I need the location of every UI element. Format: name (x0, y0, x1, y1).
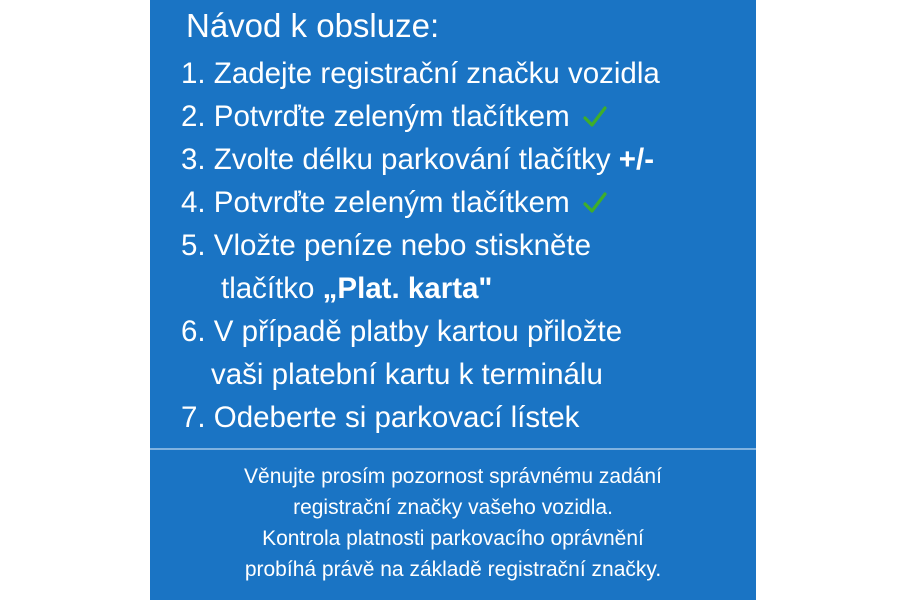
step-7 (181, 396, 751, 439)
check-icon (582, 190, 608, 216)
instruction-panel (150, 0, 756, 600)
note-line-1: Věnujte prosím pozornost správnému zadání (244, 465, 662, 488)
step-3 (181, 138, 751, 181)
step-4 (181, 181, 751, 224)
check-icon (582, 104, 608, 130)
plus-minus-label: +/- (618, 143, 655, 176)
note-line-4: probíhá právě na základě registrační značky. (244, 558, 662, 581)
step-6-line-2: vaši platební kartu k terminálu (211, 358, 603, 391)
step-5-line-2 (181, 267, 751, 310)
section-divider (150, 448, 756, 450)
note-line-3: Kontrola platnosti parkovacího oprávnění (262, 527, 644, 550)
step-5-line-1: 5. Vložte peníze nebo stiskněte (181, 229, 591, 262)
step-1-text: 1. Zadejte registrační značku vozidla (181, 57, 660, 90)
step-4-text: 4. Potvrďte zeleným tlačítkem (181, 186, 570, 219)
step-7-text: 7. Odeberte si parkovací lístek (181, 401, 580, 434)
step-6 (181, 310, 751, 396)
step-3-text: 3. Zvolte délku parkování tlačítky (181, 143, 611, 176)
step-5 (181, 224, 751, 310)
steps-list (181, 52, 751, 439)
step-2-text: 2. Potvrďte zeleným tlačítkem (181, 100, 570, 133)
plat-karta-label: „Plat. karta" (322, 272, 493, 305)
panel-title: Návod k obsluze: (186, 7, 440, 44)
attention-note (150, 461, 756, 585)
step-5-line-2-prefix: tlačítko (221, 272, 323, 305)
step-1 (181, 52, 751, 95)
step-2 (181, 95, 751, 138)
note-line-2: registrační značky vašeho vozidla. (293, 496, 613, 519)
step-6-line-1: 6. V případě platby kartou přiložte (181, 315, 623, 348)
